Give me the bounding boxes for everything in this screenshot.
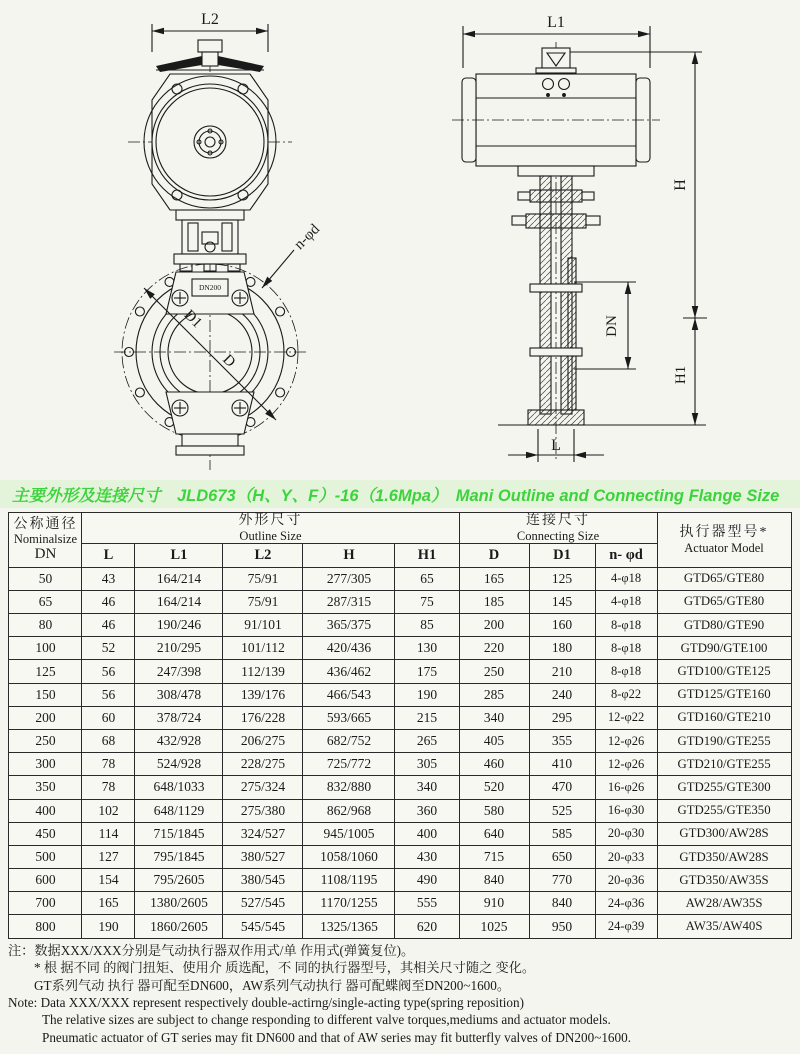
table-cell: 277/305 (303, 567, 395, 590)
table-cell: 1025 (459, 915, 529, 938)
header-col-D: D (459, 543, 529, 567)
table-cell: 400 (9, 799, 82, 822)
table-cell: 4-φ18 (595, 590, 657, 613)
table-cell: 862/968 (303, 799, 395, 822)
table-cell: 78 (82, 776, 135, 799)
header-col-H1: H1 (395, 543, 459, 567)
table-cell: 65 (9, 590, 82, 613)
table-cell: 165 (82, 892, 135, 915)
section-title-band (0, 480, 800, 508)
table-cell: 139/176 (223, 683, 303, 706)
table-cell: 240 (529, 683, 595, 706)
table-cell: 490 (395, 869, 459, 892)
note-line-zh-1: 注：数据XXX/XXX分别是气动执行器双作用式/单 作用式(弹簧复位)。 (8, 942, 415, 958)
table-cell: 12-φ26 (595, 729, 657, 752)
table-cell: 620 (395, 915, 459, 938)
table-cell: 210 (529, 660, 595, 683)
dim-label-n-phi-d: n-φd (291, 221, 323, 253)
table-cell: 24-φ36 (595, 892, 657, 915)
table-cell: 725/772 (303, 753, 395, 776)
table-cell: 75 (395, 590, 459, 613)
table-cell: 275/324 (223, 776, 303, 799)
table-cell: 130 (395, 637, 459, 660)
table-cell: 60 (82, 706, 135, 729)
table-row (9, 683, 791, 706)
table-cell: 200 (9, 706, 82, 729)
table-cell: GTD65/GTE80 (657, 567, 791, 590)
table-cell: 65 (395, 567, 459, 590)
table-cell: 101/112 (223, 637, 303, 660)
table-cell: 20-φ33 (595, 845, 657, 868)
table-cell: 154 (82, 869, 135, 892)
table-cell: 945/1005 (303, 822, 395, 845)
table-cell: 436/462 (303, 660, 395, 683)
table-cell: 200 (459, 614, 529, 637)
table-row (9, 822, 791, 845)
table-cell: GTD210/GTE255 (657, 753, 791, 776)
table-cell: 840 (529, 892, 595, 915)
table-cell: 127 (82, 845, 135, 868)
table-cell: 770 (529, 869, 595, 892)
table-cell: 220 (459, 637, 529, 660)
table-cell: 287/315 (303, 590, 395, 613)
note-line-en-2: The relative sizes are subject to change responding to different valve torques,mediums and actuator models. (42, 1012, 611, 1028)
table-cell: 190 (395, 683, 459, 706)
table-row (9, 614, 791, 637)
table-cell: 410 (529, 753, 595, 776)
valve-nameplate-text: DN200 (198, 283, 222, 292)
table-cell: 16-φ30 (595, 799, 657, 822)
table-cell: 360 (395, 799, 459, 822)
table-cell: 1325/1365 (303, 915, 395, 938)
table-row (9, 915, 791, 938)
table-cell: 460 (459, 753, 529, 776)
table-cell: 682/752 (303, 729, 395, 752)
header-connecting-size: 连接尺寸 Connecting Size (459, 513, 657, 544)
table-cell: 175 (395, 660, 459, 683)
table-cell: 400 (395, 822, 459, 845)
table-cell: 4-φ18 (595, 567, 657, 590)
table-row (9, 637, 791, 660)
table-cell: 1058/1060 (303, 845, 395, 868)
table-cell: GTD350/AW35S (657, 869, 791, 892)
table-cell: 585 (529, 822, 595, 845)
table-cell: 125 (9, 660, 82, 683)
table-cell: 715/1845 (135, 822, 223, 845)
table-cell: 545/545 (223, 915, 303, 938)
dim-label-d1: D1 (180, 307, 205, 332)
table-row (9, 590, 791, 613)
table-cell: 247/398 (135, 660, 223, 683)
table-cell: 275/380 (223, 799, 303, 822)
dim-label-l1: L1 (547, 14, 565, 31)
table-cell: 250 (459, 660, 529, 683)
table-cell: 500 (9, 845, 82, 868)
table-cell: GTD125/GTE160 (657, 683, 791, 706)
table-cell: 164/214 (135, 567, 223, 590)
dimension-table (8, 512, 791, 939)
table-cell: 324/527 (223, 822, 303, 845)
table-cell: 8-φ18 (595, 614, 657, 637)
table-row (9, 892, 791, 915)
table-cell: 466/543 (303, 683, 395, 706)
table-cell: 380/527 (223, 845, 303, 868)
table-cell: GTD350/AW28S (657, 845, 791, 868)
table-row (9, 660, 791, 683)
table-cell: 593/665 (303, 706, 395, 729)
table-cell: 250 (9, 729, 82, 752)
dim-label-dn: DN (604, 315, 620, 337)
table-cell: 308/478 (135, 683, 223, 706)
table-cell: 430 (395, 845, 459, 868)
engineering-drawings-area (0, 0, 800, 478)
table-cell: 8-φ22 (595, 683, 657, 706)
table-cell: 700 (9, 892, 82, 915)
section-title-text: 主要外形及连接尺寸 JLD673（H、Y、F）-16（1.6Mpa） Mani Outline and Connecting Flange Size (12, 487, 780, 505)
dimension-table-body (9, 567, 791, 938)
table-cell: AW28/AW35S (657, 892, 791, 915)
table-cell: GTD160/GTE210 (657, 706, 791, 729)
note-line-zh-3: GT系列气动 执行 器可配至DN600，AW系列气动执行 器可配蝶阀至DN200~1600。 (34, 977, 511, 993)
table-cell: 85 (395, 614, 459, 637)
table-cell: 265 (395, 729, 459, 752)
table-cell: 180 (529, 637, 595, 660)
table-cell: 432/928 (135, 729, 223, 752)
table-cell: 580 (459, 799, 529, 822)
table-cell: 75/91 (223, 567, 303, 590)
table-cell: 75/91 (223, 590, 303, 613)
table-cell: 380/545 (223, 869, 303, 892)
table-cell: 52 (82, 637, 135, 660)
table-cell: AW35/AW40S (657, 915, 791, 938)
table-cell: GTD80/GTE90 (657, 614, 791, 637)
dim-label-d: D (219, 351, 239, 371)
table-row (9, 567, 791, 590)
table-cell: 68 (82, 729, 135, 752)
note-line-en-1: Note: Data XXX/XXX represent respectively double-actirng/single-acting type(spring reposition) (8, 994, 524, 1010)
table-cell: 8-φ18 (595, 637, 657, 660)
table-cell: 210/295 (135, 637, 223, 660)
table-cell: 43 (82, 567, 135, 590)
table-cell: 1108/1195 (303, 869, 395, 892)
table-cell: GTD300/AW28S (657, 822, 791, 845)
table-row (9, 729, 791, 752)
table-cell: 150 (9, 683, 82, 706)
table-cell: 56 (82, 683, 135, 706)
header-col-D1: D1 (529, 543, 595, 567)
table-cell: 112/139 (223, 660, 303, 683)
table-cell: 46 (82, 614, 135, 637)
table-cell: 91/101 (223, 614, 303, 637)
table-cell: 190 (82, 915, 135, 938)
table-cell: 206/275 (223, 729, 303, 752)
table-cell: 305 (395, 753, 459, 776)
table-row (9, 776, 791, 799)
table-cell: 50 (9, 567, 82, 590)
table-cell: 648/1033 (135, 776, 223, 799)
table-cell: 164/214 (135, 590, 223, 613)
table-row (9, 706, 791, 729)
table-cell: 420/436 (303, 637, 395, 660)
table-row (9, 799, 791, 822)
table-cell: 450 (9, 822, 82, 845)
table-cell: 12-φ22 (595, 706, 657, 729)
table-cell: 20-φ36 (595, 869, 657, 892)
table-cell: 524/928 (135, 753, 223, 776)
table-cell: 46 (82, 590, 135, 613)
table-row (9, 845, 791, 868)
table-cell: 950 (529, 915, 595, 938)
table-cell: 80 (9, 614, 82, 637)
table-cell: 525 (529, 799, 595, 822)
table-cell: 378/724 (135, 706, 223, 729)
table-cell: GTD90/GTE100 (657, 637, 791, 660)
header-col-L2: L2 (223, 543, 303, 567)
table-cell: 470 (529, 776, 595, 799)
note-line-zh-2: * 根 据不同 的阀门扭矩、使用介 质选配，不 同的执行器型号，其相关尺寸随之 变化。 (34, 960, 536, 976)
table-cell: 78 (82, 753, 135, 776)
table-cell: 56 (82, 660, 135, 683)
side-view-drawing (438, 0, 798, 478)
table-cell: 832/880 (303, 776, 395, 799)
table-cell: 285 (459, 683, 529, 706)
header-outline-size: 外形尺寸 Outline Size (82, 513, 459, 544)
table-row (9, 869, 791, 892)
table-cell: 1380/2605 (135, 892, 223, 915)
table-cell: 1860/2605 (135, 915, 223, 938)
footnotes-block (8, 942, 792, 1047)
table-cell: 165 (459, 567, 529, 590)
table-cell: 100 (9, 637, 82, 660)
table-cell: 190/246 (135, 614, 223, 637)
table-cell: GTD100/GTE125 (657, 660, 791, 683)
table-cell: 795/2605 (135, 869, 223, 892)
table-cell: 527/545 (223, 892, 303, 915)
header-col-L: L (82, 543, 135, 567)
table-cell: 650 (529, 845, 595, 868)
table-cell: 24-φ39 (595, 915, 657, 938)
table-cell: 340 (459, 706, 529, 729)
table-cell: GTD65/GTE80 (657, 590, 791, 613)
table-cell: 355 (529, 729, 595, 752)
front-view-drawing (78, 0, 430, 478)
table-cell: 12-φ26 (595, 753, 657, 776)
table-cell: 555 (395, 892, 459, 915)
table-cell: 125 (529, 567, 595, 590)
dim-label-h1: H1 (673, 365, 689, 385)
table-cell: 350 (9, 776, 82, 799)
table-cell: 145 (529, 590, 595, 613)
table-cell: 114 (82, 822, 135, 845)
table-cell: 715 (459, 845, 529, 868)
table-cell: 910 (459, 892, 529, 915)
table-cell: 340 (395, 776, 459, 799)
table-cell: GTD190/GTE255 (657, 729, 791, 752)
table-row (9, 753, 791, 776)
table-cell: 1170/1255 (303, 892, 395, 915)
table-cell: 300 (9, 753, 82, 776)
table-cell: 648/1129 (135, 799, 223, 822)
dim-label-h: H (672, 179, 689, 191)
table-cell: 228/275 (223, 753, 303, 776)
table-cell: GTD255/GTE350 (657, 799, 791, 822)
note-line-en-3: Pneumatic actuator of GT series may fit DN600 and that of AW series may fit butterfly valves of DN200~1600. (42, 1029, 631, 1045)
table-cell: 185 (459, 590, 529, 613)
table-cell: 295 (529, 706, 595, 729)
table-cell: 365/375 (303, 614, 395, 637)
header-actuator-model: 执行器型号* Actuator Model (657, 513, 791, 568)
header-col-H: H (303, 543, 395, 567)
dim-label-l2: L2 (201, 11, 219, 28)
table-cell: 102 (82, 799, 135, 822)
table-cell: 16-φ26 (595, 776, 657, 799)
table-cell: 800 (9, 915, 82, 938)
header-col-L1: L1 (135, 543, 223, 567)
dim-label-l: L (551, 437, 561, 454)
header-nominal-size: 公称通径 Nominalsize DN (9, 513, 82, 568)
table-cell: 840 (459, 869, 529, 892)
table-cell: 160 (529, 614, 595, 637)
table-cell: 20-φ30 (595, 822, 657, 845)
table-cell: 795/1845 (135, 845, 223, 868)
table-cell: 8-φ18 (595, 660, 657, 683)
table-cell: 600 (9, 869, 82, 892)
header-col-n-phi-d: n- φd (595, 543, 657, 567)
table-cell: 405 (459, 729, 529, 752)
table-cell: GTD255/GTE300 (657, 776, 791, 799)
table-cell: 520 (459, 776, 529, 799)
table-cell: 215 (395, 706, 459, 729)
table-cell: 640 (459, 822, 529, 845)
table-cell: 176/228 (223, 706, 303, 729)
